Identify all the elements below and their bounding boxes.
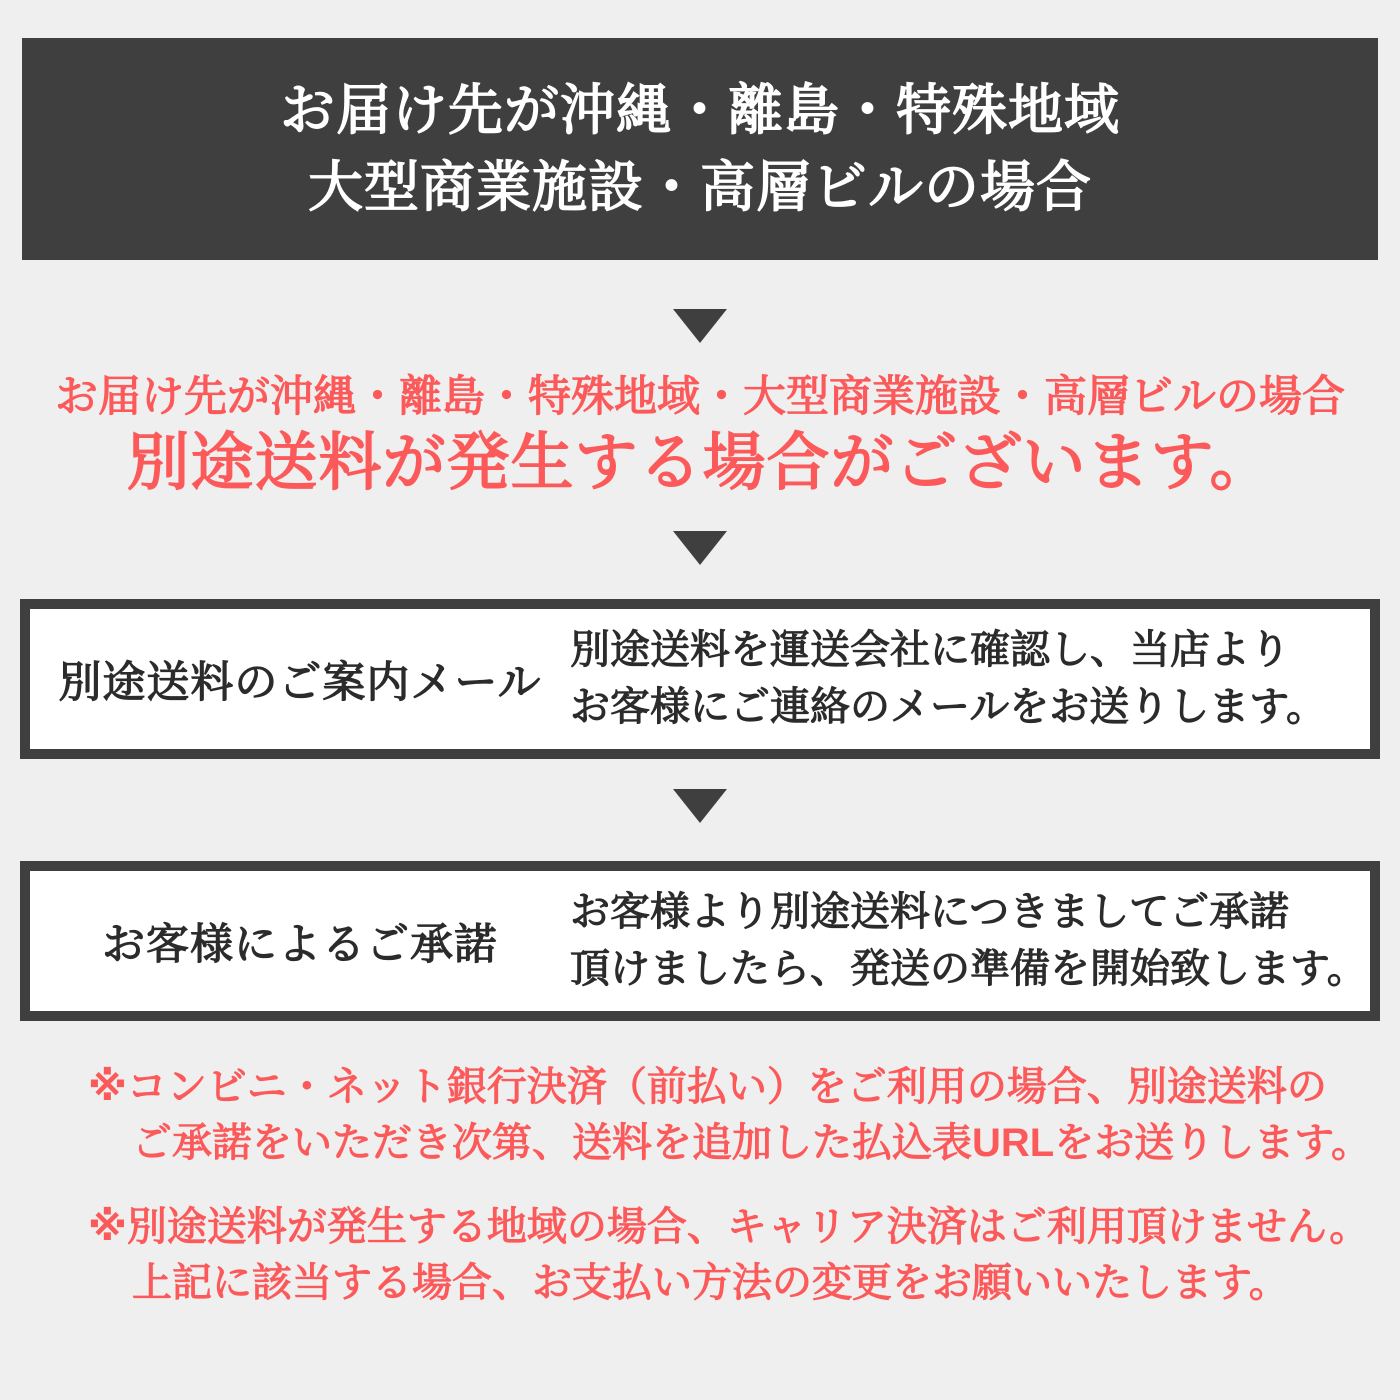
step-desc-line-1: 別途送料を運送会社に確認し、当店より — [570, 628, 1290, 672]
lead-line-2: 別途送料が発生する場合がございます。 — [126, 428, 1274, 498]
step-box-customer-approval — [20, 861, 1380, 1021]
header-line-1: お届け先が沖縄・離島・特殊地域 — [279, 79, 1120, 141]
step-desc-line-1: お客様より別途送料につきましてご承諾 — [570, 890, 1290, 934]
down-arrow-icon — [673, 789, 727, 823]
footnote-prepayment — [0, 1059, 1400, 1171]
step-label: お客様によるご承諾 — [102, 920, 498, 969]
footnote-line-1: ※コンビニ・ネット銀行決済（前払い）をご利用の場合、別途送料の — [88, 1065, 1327, 1109]
step-description — [570, 622, 1370, 736]
header-banner — [22, 38, 1378, 260]
step-desc-line-2: 頂けましたら、発送の準備を開始致します。 — [570, 947, 1367, 991]
down-arrow-icon — [673, 309, 727, 343]
step-description — [570, 884, 1370, 998]
step-label: 別途送料のご案内メール — [58, 658, 542, 707]
step-desc-line-2: お客様にご連絡のメールをお送りします。 — [570, 685, 1326, 729]
footnote-line-2: ご承諾をいただき次第、送料を追加した払込表URLをお送りします。 — [132, 1121, 1372, 1165]
lead-message — [0, 370, 1400, 501]
footnote-line-1: ※別途送料が発生する地域の場合、キャリア決済はご利用頂けません。 — [88, 1205, 1370, 1249]
shipping-notice-page — [0, 38, 1400, 1400]
footnote-carrier-payment — [0, 1199, 1400, 1311]
lead-line-1: お届け先が沖縄・離島・特殊地域・大型商業施設・高層ビルの場合 — [55, 373, 1345, 421]
down-arrow-icon — [673, 531, 727, 565]
footnote-line-2: 上記に該当する場合、お支払い方法の変更をお願いいたします。 — [132, 1261, 1289, 1305]
header-line-2: 大型商業施設・高層ビルの場合 — [307, 156, 1092, 218]
step-box-shipping-fee-mail — [20, 599, 1380, 759]
